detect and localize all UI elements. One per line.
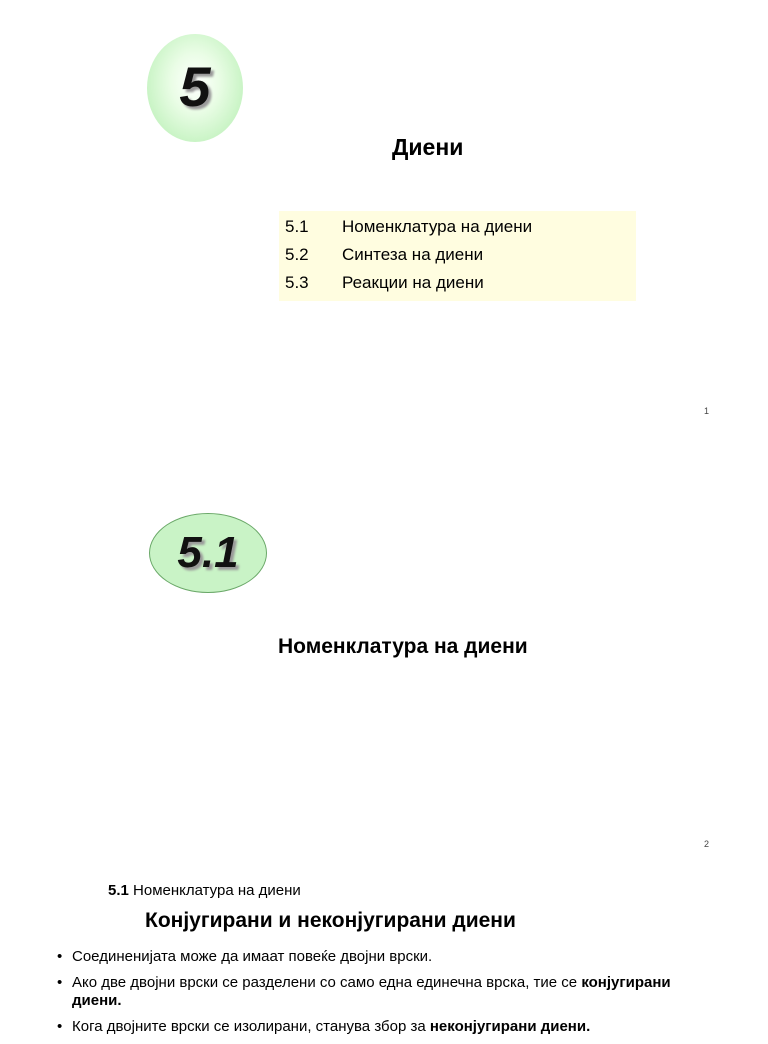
toc-item-number: 5.2 (285, 245, 309, 264)
slide-2 (0, 432, 768, 864)
toc-item-label: Номенклатура на диени (342, 217, 533, 236)
bullet-emphasis: неконјугирани диени. (429, 1018, 591, 1035)
toc-item-number: 5.1 (285, 217, 309, 236)
bullet-text: Кога двојните врски се изолирани, станува збор за (72, 1018, 430, 1035)
section-number: 5.1 (177, 528, 239, 577)
bullet-symbol: • (57, 1018, 63, 1035)
bullet-text: Соединенијата може да имаат повеќе двојни врски. (72, 948, 433, 965)
bullet-list (57, 948, 717, 1044)
slide-heading: Конјугирани и неконјугирани диени (145, 909, 516, 932)
bullet-symbol: • (57, 974, 63, 991)
toc-item-label: Синтеза на диени (342, 245, 484, 264)
page-number: 2 (704, 839, 710, 849)
section-header-number: 5.1 (108, 882, 129, 899)
chapter-number: 5 (179, 55, 211, 118)
bullet-emphasis: конјугирани диени. (72, 974, 671, 1009)
toc-item-label: Реакции на диени (342, 273, 484, 292)
slide-1 (0, 0, 768, 432)
section-header-title: Номенклатура на диени (133, 882, 301, 899)
table-of-contents (279, 211, 636, 301)
bullet-symbol: • (57, 948, 63, 965)
page-number: 1 (704, 406, 710, 416)
section-header (108, 882, 301, 899)
bullet-item (57, 1018, 717, 1036)
slide-3 (0, 864, 768, 1035)
bullet-item (57, 974, 717, 1010)
toc-item-number: 5.3 (285, 273, 309, 292)
chapter-title: Диени (392, 134, 464, 160)
bullet-text: Ако две двојни врски се разделени со само една единечна врска, тие се (72, 974, 582, 991)
section-title: Номенклатура на диени (278, 635, 528, 658)
bullet-item (57, 948, 717, 966)
